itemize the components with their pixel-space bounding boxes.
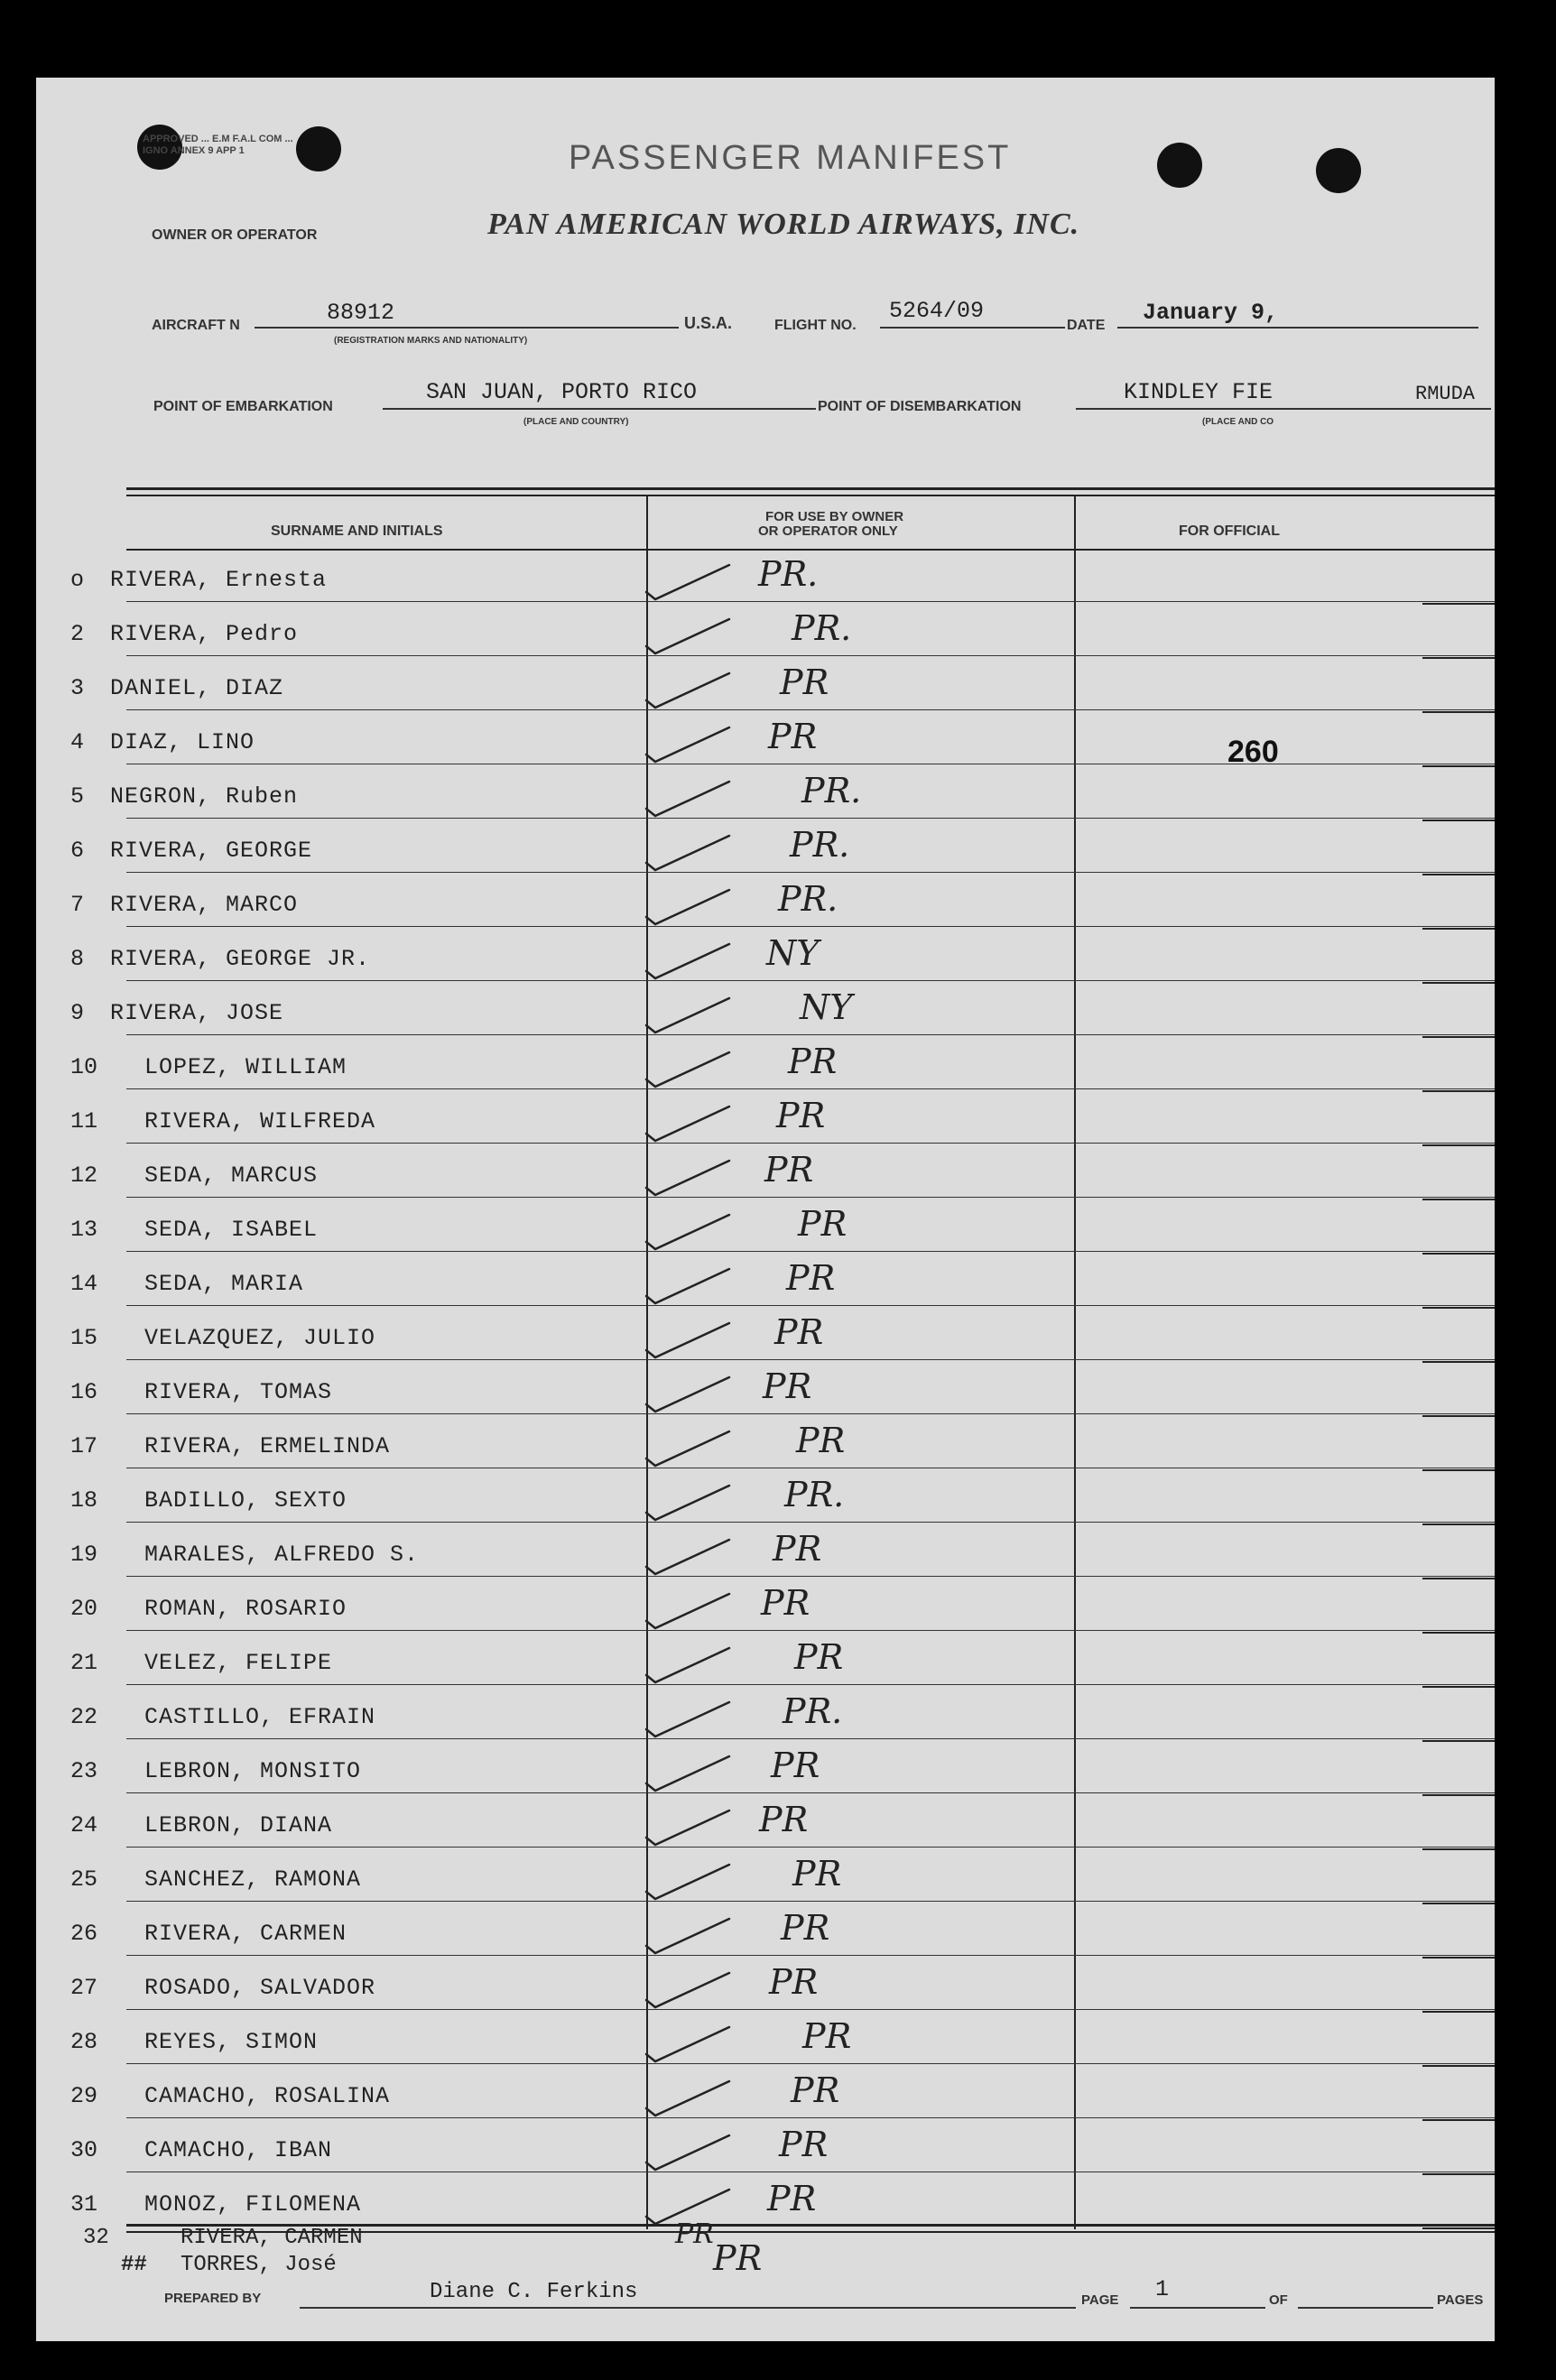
row-number: 31: [70, 2191, 98, 2218]
passenger-name: SEDA, MARIA: [144, 1271, 304, 1297]
extra-row-name: RIVERA, CARMEN: [181, 2226, 363, 2250]
residence-mark: PR: [761, 1583, 810, 1623]
aircraft-caption: (REGISTRATION MARKS AND NATIONALITY): [334, 336, 528, 346]
row-number: 4: [70, 729, 85, 755]
residence-mark: PR: [774, 1312, 824, 1352]
row-number: 21: [70, 1650, 98, 1676]
passenger-name: RIVERA, GEORGE JR.: [110, 946, 371, 972]
date-underline: [1117, 327, 1478, 329]
passenger-name: MARALES, ALFREDO S.: [144, 1542, 420, 1568]
edge-rule: [1422, 928, 1495, 930]
residence-mark: PR: [792, 1854, 842, 1894]
checkmark-icon: [639, 1208, 738, 1253]
row-rule: [126, 601, 1495, 602]
edge-rule: [1422, 711, 1495, 713]
edge-rule: [1422, 1794, 1495, 1796]
passenger-name: CAMACHO, ROSALINA: [144, 2083, 391, 2109]
residence-mark: PR.: [801, 771, 862, 810]
header-rule: [126, 549, 1495, 551]
punch-hole: [1157, 143, 1202, 188]
edge-rule: [1422, 2065, 1495, 2067]
row-rule: [126, 1251, 1495, 1252]
of-label: OF: [1269, 2292, 1288, 2308]
usa-label: U.S.A.: [684, 314, 733, 332]
row-rule: [126, 1522, 1495, 1523]
page-value: 1: [1155, 2276, 1170, 2302]
residence-mark: PR: [802, 2016, 852, 2056]
row-number: 18: [70, 1487, 98, 1514]
passenger-name: ROMAN, ROSARIO: [144, 1596, 347, 1622]
residence-mark: PR: [788, 1042, 838, 1081]
date-value: January 9,: [1143, 300, 1279, 326]
row-number: 20: [70, 1596, 98, 1622]
embarkation-underline: [383, 408, 816, 410]
row-rule: [126, 1197, 1495, 1198]
passenger-name: SEDA, MARCUS: [144, 1162, 319, 1189]
edge-rule: [1422, 1144, 1495, 1146]
row-number: 12: [70, 1162, 98, 1189]
residence-mark: PR: [798, 1204, 847, 1244]
residence-mark: PR: [781, 1908, 830, 1948]
edge-rule: [1422, 1686, 1495, 1688]
passenger-name: LEBRON, DIANA: [144, 1812, 333, 1838]
residence-mark: PR: [764, 1150, 814, 1190]
edge-rule: [1422, 765, 1495, 767]
edge-rule: [1422, 1361, 1495, 1363]
row-number: 22: [70, 1704, 98, 1730]
residence-mark: PR: [768, 717, 818, 756]
row-number: 17: [70, 1433, 98, 1459]
row-rule: [126, 2117, 1495, 2118]
checkmark-icon: [639, 1153, 738, 1199]
row-number: 3: [70, 675, 85, 701]
passenger-name: REYES, SIMON: [144, 2029, 319, 2055]
edge-rule: [1422, 2119, 1495, 2121]
official-entry: 260: [1227, 735, 1279, 769]
checkmark-icon: [639, 720, 738, 765]
row-number: 13: [70, 1217, 98, 1243]
row-number: 2: [70, 621, 85, 647]
row-number: 25: [70, 1866, 98, 1893]
checkmark-icon: [639, 1966, 738, 2011]
disembarkation-underline: [1076, 408, 1491, 410]
checkmark-icon: [639, 2020, 738, 2065]
checkmark-icon: [639, 829, 738, 874]
passenger-name: RIVERA, TOMAS: [144, 1379, 333, 1405]
aircraft-label: AIRCRAFT N: [152, 318, 240, 333]
residence-mark: PR: [769, 1962, 819, 2002]
row-rule: [126, 1792, 1495, 1793]
passenger-name: NEGRON, Ruben: [110, 783, 299, 810]
residence-mark: PR: [771, 1746, 820, 1785]
checkmark-icon: [639, 1803, 738, 1848]
residence-mark: PR.: [758, 554, 819, 594]
passenger-name: RIVERA, MARCO: [110, 892, 299, 918]
row-number: 19: [70, 1542, 98, 1568]
residence-mark: PR: [779, 2125, 829, 2164]
row-rule: [126, 872, 1495, 873]
passenger-name: SANCHEZ, RAMONA: [144, 1866, 362, 1893]
row-rule: [126, 1738, 1495, 1739]
edge-rule: [1422, 1848, 1495, 1850]
passenger-name: DIAZ, LINO: [110, 729, 255, 755]
edge-rule: [1422, 820, 1495, 821]
passenger-name: LEBRON, MONSITO: [144, 1758, 362, 1784]
extra-row-number: ##: [121, 2253, 147, 2277]
edge-rule: [1422, 1632, 1495, 1634]
row-number: 11: [70, 1108, 98, 1134]
checkmark-icon: [639, 1749, 738, 1794]
row-number: 7: [70, 892, 85, 918]
prepared-by-value: Diane C. Ferkins: [430, 2280, 638, 2304]
residence-mark: PR: [759, 1800, 809, 1839]
row-rule: [126, 2009, 1495, 2010]
checkmark-icon: [639, 1478, 738, 1523]
row-number: 16: [70, 1379, 98, 1405]
residence-mark: PR: [786, 1258, 836, 1298]
row-number: 9: [70, 1000, 85, 1026]
pages-label: PAGES: [1437, 2292, 1484, 2308]
row-rule: [126, 1847, 1495, 1848]
date-label: DATE: [1067, 318, 1106, 333]
disembarkation-value: KINDLEY FIE: [1124, 379, 1274, 405]
extra-row-name: TORRES, José: [181, 2253, 337, 2277]
checkmark-icon: [639, 1424, 738, 1469]
checkmark-icon: [639, 1045, 738, 1090]
passenger-name: RIVERA, WILFREDA: [144, 1108, 376, 1134]
table-top-rule: [126, 487, 1495, 490]
edge-rule: [1422, 1307, 1495, 1309]
column-header-owner-use: FOR USE BY OWNER: [765, 509, 904, 524]
row-number: 29: [70, 2083, 98, 2109]
page-label: PAGE: [1081, 2292, 1119, 2308]
checkmark-icon: [639, 1099, 738, 1144]
row-number: 30: [70, 2137, 98, 2163]
edge-rule: [1422, 1578, 1495, 1579]
row-number: 15: [70, 1325, 98, 1351]
row-rule: [126, 1901, 1495, 1902]
checkmark-icon: [639, 1641, 738, 1686]
passenger-name: RIVERA, Pedro: [110, 621, 299, 647]
row-number: 14: [70, 1271, 98, 1297]
edge-rule: [1422, 1523, 1495, 1525]
row-number: 5: [70, 783, 85, 810]
extra-row-mark: PR: [713, 2238, 763, 2278]
company-name: PAN AMERICAN WORLD AIRWAYS, INC.: [487, 208, 1080, 241]
row-rule: [126, 2063, 1495, 2064]
passenger-name: LOPEZ, WILLIAM: [144, 1054, 347, 1080]
row-rule: [126, 1034, 1495, 1035]
passenger-name: RIVERA, GEORGE: [110, 838, 313, 864]
passenger-name: CAMACHO, IBAN: [144, 2137, 333, 2163]
residence-mark: PR.: [790, 825, 850, 865]
edge-rule: [1422, 1036, 1495, 1038]
row-rule: [126, 1630, 1495, 1631]
extra-row-mark: PR: [675, 2218, 714, 2250]
edge-rule: [1422, 1090, 1495, 1092]
row-rule: [126, 926, 1495, 927]
row-number: 10: [70, 1054, 98, 1080]
checkmark-icon: [639, 1370, 738, 1415]
row-rule: [126, 1143, 1495, 1144]
residence-mark: PR.: [784, 1475, 845, 1514]
disembarkation-caption: (PLACE AND CO: [1202, 417, 1274, 427]
aircraft-underline: [255, 327, 679, 329]
passenger-name: RIVERA, CARMEN: [144, 1921, 347, 1947]
page-title: PASSENGER MANIFEST: [569, 139, 1012, 177]
passenger-name: MONOZ, FILOMENA: [144, 2191, 362, 2218]
extra-row-number: 32: [83, 2226, 109, 2250]
embarkation-value: SAN JUAN, PORTO RICO: [426, 379, 698, 405]
passenger-name: VELAZQUEZ, JULIO: [144, 1325, 376, 1351]
edge-rule: [1422, 1957, 1495, 1959]
edge-rule: [1422, 603, 1495, 605]
row-rule: [126, 1413, 1495, 1414]
row-number: 27: [70, 1975, 98, 2001]
residence-mark: PR.: [783, 1691, 843, 1731]
row-number: 26: [70, 1921, 98, 1947]
row-rule: [126, 1088, 1495, 1089]
residence-mark: PR: [763, 1366, 812, 1406]
table-top-rule: [126, 495, 1495, 496]
row-number: 8: [70, 946, 85, 972]
column-header-surname: SURNAME AND INITIALS: [271, 523, 443, 539]
row-number: 6: [70, 838, 85, 864]
passenger-name: RIVERA, ERMELINDA: [144, 1433, 391, 1459]
residence-mark: PR: [767, 2179, 817, 2218]
passenger-name: ROSADO, SALVADOR: [144, 1975, 376, 2001]
flight-underline: [880, 327, 1065, 329]
checkmark-icon: [639, 1262, 738, 1307]
edge-rule: [1422, 657, 1495, 659]
checkmark-icon: [639, 991, 738, 1036]
page-underline: [1130, 2307, 1265, 2309]
edge-rule: [1422, 2173, 1495, 2175]
edge-rule: [1422, 1415, 1495, 1417]
edge-rule: [1422, 1469, 1495, 1471]
edge-value: RMUDA: [1415, 383, 1476, 405]
embarkation-label: POINT OF EMBARKATION: [153, 399, 333, 414]
row-rule: [126, 1955, 1495, 1956]
of-underline: [1298, 2307, 1433, 2309]
edge-rule: [1422, 982, 1495, 984]
checkmark-icon: [639, 2128, 738, 2173]
residence-mark: PR: [791, 2070, 840, 2110]
edge-rule: [1422, 2011, 1495, 2013]
checkmark-icon: [639, 883, 738, 928]
row-rule: [126, 1305, 1495, 1306]
checkmark-icon: [639, 774, 738, 820]
residence-mark: PR: [794, 1637, 844, 1677]
aircraft-value: 88912: [327, 300, 395, 326]
passenger-name: RIVERA, Ernesta: [110, 567, 328, 593]
edge-rule: [1422, 1253, 1495, 1255]
row-number: 24: [70, 1812, 98, 1838]
passenger-name: RIVERA, JOSE: [110, 1000, 284, 1026]
row-rule: [126, 980, 1495, 981]
column-divider: [1074, 496, 1076, 2229]
owner-label: OWNER OR OPERATOR: [152, 227, 318, 243]
passenger-name: BADILLO, SEXTO: [144, 1487, 347, 1514]
row-rule: [126, 1684, 1495, 1685]
row-number: 23: [70, 1758, 98, 1784]
checkmark-icon: [639, 1857, 738, 1903]
prepared-underline: [300, 2307, 1076, 2309]
residence-mark: PR: [796, 1421, 846, 1460]
residence-mark: PR.: [778, 879, 838, 919]
embarkation-caption: (PLACE AND COUNTRY): [523, 417, 629, 427]
checkmark-icon: [639, 666, 738, 711]
passenger-name: DANIEL, DIAZ: [110, 675, 284, 701]
row-rule: [126, 818, 1495, 819]
punch-hole: [1316, 148, 1361, 193]
residence-mark: NY: [800, 987, 853, 1027]
edge-rule: [1422, 1199, 1495, 1200]
flight-label: FLIGHT NO.: [774, 318, 857, 333]
passenger-name: CASTILLO, EFRAIN: [144, 1704, 376, 1730]
passenger-name: VELEZ, FELIPE: [144, 1650, 333, 1676]
row-rule: [126, 1359, 1495, 1360]
manifest-sheet: [36, 78, 1495, 2341]
residence-mark: PR: [776, 1096, 826, 1135]
checkmark-icon: [639, 1316, 738, 1361]
row-number: o: [70, 567, 85, 593]
column-header-owner-use: OR OPERATOR ONLY: [758, 523, 898, 539]
edge-rule: [1422, 1740, 1495, 1742]
checkmark-icon: [639, 1912, 738, 1957]
passenger-name: SEDA, ISABEL: [144, 1217, 319, 1243]
checkmark-icon: [639, 612, 738, 657]
edge-rule: [1422, 874, 1495, 875]
checkmark-icon: [639, 558, 738, 603]
residence-mark: PR: [773, 1529, 822, 1569]
checkmark-icon: [639, 1695, 738, 1740]
checkmark-icon: [639, 1587, 738, 1632]
disembarkation-label: POINT OF DISEMBARKATION: [818, 399, 1022, 414]
edge-rule: [1422, 2227, 1495, 2229]
approval-stamp: APPROVED ... E.M F.A.L COM ... IGNO ANNEX 9 APP 1: [143, 134, 293, 156]
checkmark-icon: [639, 2074, 738, 2119]
prepared-by-label: PREPARED BY: [164, 2291, 262, 2306]
row-number: 28: [70, 2029, 98, 2055]
row-rule: [126, 655, 1495, 656]
edge-rule: [1422, 1903, 1495, 1904]
row-rule: [126, 709, 1495, 710]
residence-mark: PR: [780, 662, 829, 702]
row-rule: [126, 1576, 1495, 1577]
residence-mark: PR.: [792, 608, 852, 648]
column-header-official: FOR OFFICIAL: [1179, 523, 1280, 539]
residence-mark: NY: [766, 933, 820, 973]
flight-value: 5264/09: [889, 298, 985, 324]
checkmark-icon: [639, 1533, 738, 1578]
checkmark-icon: [639, 937, 738, 982]
